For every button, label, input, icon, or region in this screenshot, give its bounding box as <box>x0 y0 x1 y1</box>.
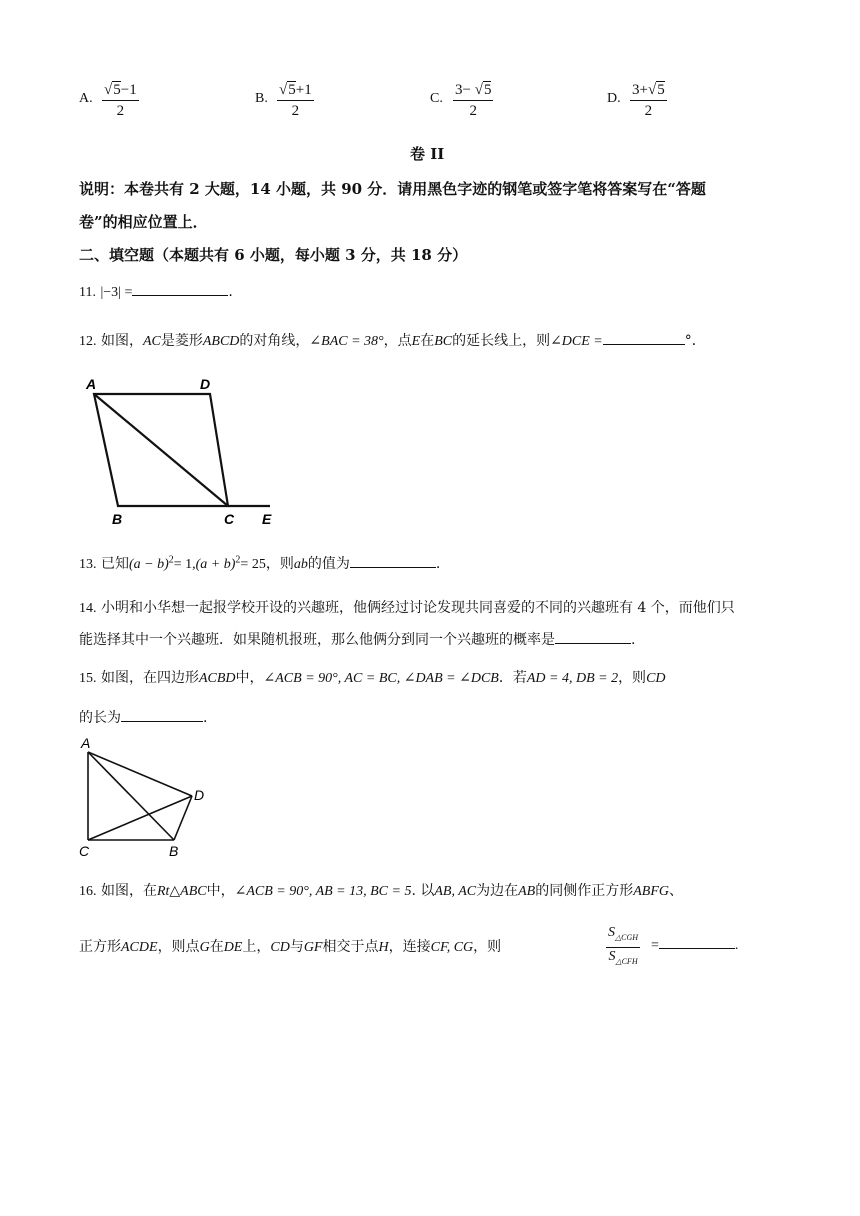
answer-blank <box>555 631 631 644</box>
option-c-fraction: $\frac{3- √5}{2}$ <box>455 82 492 119</box>
option-c-letter: C. <box>430 91 443 106</box>
label-b: B <box>112 511 123 527</box>
question-15-line1: 15. 如图，在四边形ACBD中，∠ACB = 90°, AC = BC, ∠DAB = ∠DCB．若AD = 4, DB = 2，则CD <box>79 670 666 686</box>
label-a: A <box>86 376 97 392</box>
option-d-letter: D. <box>607 91 621 106</box>
question-14-line2: 能选择其中一个兴趣班．如果随机报班，那么他俩分到同一个兴趣班的概率是 . <box>79 632 636 648</box>
section-note-line2: 卷”的相应位置上． <box>79 213 208 231</box>
answer-blank <box>121 709 203 722</box>
answer-blank <box>350 555 436 568</box>
option-a-letter: A. <box>79 91 93 106</box>
section-heading: 二、填空题（本题共有 6 小题，每小题 3 分，共 18 分） <box>79 246 468 264</box>
label-c: C <box>79 843 90 859</box>
question-16-line1: 16. 如图，在Rt△ABC中，∠ACB = 90°, AB = 13, BC = 5. 以AB, AC为边在AB的同侧作正方形ABFG、 <box>79 883 683 899</box>
question-14-line1: 14. 小明和小华想一起报学校开设的兴趣班，他俩经过讨论发现共同喜爱的不同的兴趣班有 4 个，而他们只 <box>79 600 735 616</box>
answer-blank <box>132 283 228 296</box>
question-12: 12. 如图，AC是菱形ABCD的对角线，∠BAC = 38°，点E在BC的延长线上，则∠DCE = °． <box>79 333 706 349</box>
answer-blank <box>603 332 685 345</box>
quadrilateral-figure <box>76 734 226 864</box>
option-b-letter: B. <box>255 91 268 106</box>
label-b: B <box>169 843 179 859</box>
option-a-fraction: $\frac{√5-1}{2}$ <box>104 82 137 119</box>
label-a: A <box>81 735 91 751</box>
question-13: 13. 已知$(a - b)^2= 1,(a + b)^2= 25$，则ab的值为 . <box>79 554 441 572</box>
q11-expression: |−3| = <box>100 285 133 300</box>
question-16-answer: = . <box>651 938 739 953</box>
option-d-fraction: $\frac{3+√5}{2}$ <box>632 82 665 119</box>
answer-blank <box>659 936 735 949</box>
area-ratio-fraction: $S_{\triangle CGH}$ $S_{\triangle CFH}$ <box>608 925 639 966</box>
option-b-fraction: $\frac{√5+1}{2}$ <box>279 82 312 119</box>
question-11: 11. |−3| = . <box>79 284 233 300</box>
label-e: E <box>262 511 272 527</box>
rhombus-figure <box>80 372 280 532</box>
label-c: C <box>224 511 235 527</box>
section-note-line1: 说明：本卷共有 2 大题，14 小题，共 90 分．请用黑色字迹的钢笔或签字笔将答案写在“答题 <box>79 180 706 198</box>
question-16-line2: 正方形ACDE，则点G在DE上，CD与GF相交于点H，连接CF, CG，则 <box>79 939 502 955</box>
label-d: D <box>200 376 211 392</box>
question-15-line2: 的长为 . <box>79 710 208 726</box>
sqrt-sign: √ <box>104 82 113 98</box>
label-d: D <box>194 787 205 803</box>
section-title: 卷 II <box>410 145 445 163</box>
